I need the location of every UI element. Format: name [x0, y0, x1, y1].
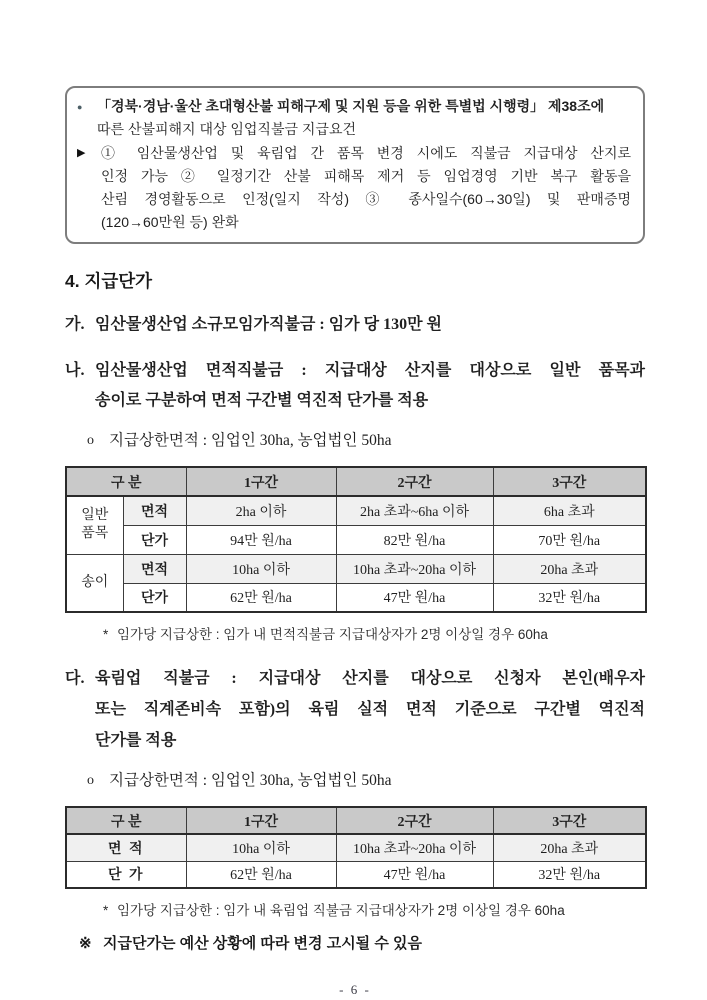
- limit-2-text: 지급상한면적 : 임업인 30ha, 농업법인 50ha: [109, 772, 392, 789]
- item-na-marker: 나.: [65, 362, 85, 379]
- table-cell: 10ha 초과~20ha 이하: [336, 554, 493, 583]
- item-da-line1: 육림업 직불금 : 지급대상 산지를 대상으로 신청자 본인(배우자: [95, 670, 645, 687]
- item-da: [65, 663, 645, 756]
- callout-box: [65, 86, 645, 244]
- row-label: 면적: [123, 554, 186, 583]
- callout-body-line: 산림 경영활동으로 인정(일지 작성) ③ 종사일수(60→30일) 및 판매증명: [101, 191, 631, 207]
- footnote-2-marker: *: [103, 903, 109, 918]
- section-title: 4. 지급단가: [65, 271, 153, 291]
- header-cell-zone3: 3구간: [493, 467, 646, 496]
- group-cell-songi: 송이: [66, 554, 123, 612]
- table-cell: 94만 원/ha: [186, 525, 336, 554]
- item-na-line2: 송이로 구분하여 면적 구간별 역진적 단가를 적용: [95, 392, 429, 409]
- footnote-2: [65, 901, 645, 921]
- table-cell: 6ha 초과: [493, 496, 646, 525]
- notice-marker: ※: [79, 935, 92, 952]
- table-row: [66, 525, 646, 554]
- footnote-1: [65, 625, 645, 645]
- header-cell-zone2: 2구간: [336, 807, 493, 834]
- table-row: [66, 554, 646, 583]
- item-da-marker: 다.: [65, 670, 85, 687]
- table-row: [66, 583, 646, 612]
- item-na: [65, 356, 645, 416]
- callout-body: [77, 142, 631, 234]
- table-row: [66, 834, 646, 861]
- row-label: 면적: [123, 496, 186, 525]
- callout-heading-line1: 「경북·경남·울산 초대형산불 피해구제 및 지원 등을 위한 특별법 시행령」 제38조에: [97, 98, 605, 114]
- footnote-1-text: 임가당 지급상한 : 임가 내 면적직불금 지급대상자가 2명 이상일 경우 60ha: [117, 627, 548, 642]
- header-cell-zone1: 1구간: [186, 467, 336, 496]
- limit-2-marker: o: [87, 773, 94, 788]
- table-cell: 10ha 이하: [186, 834, 336, 861]
- table-cell: 47만 원/ha: [336, 861, 493, 888]
- item-da-line3: 단가를 적용: [95, 732, 177, 749]
- table-cell: 2ha 초과~6ha 이하: [336, 496, 493, 525]
- item-ga: [65, 310, 645, 340]
- notice-text: 지급단가는 예산 상황에 따라 변경 고시될 수 있음: [103, 935, 422, 952]
- footnote-1-marker: *: [103, 627, 109, 642]
- table-cell: 20ha 초과: [493, 554, 646, 583]
- limit-1-marker: o: [87, 433, 94, 448]
- callout-heading: [77, 95, 631, 141]
- table-cell: 62만 원/ha: [186, 583, 336, 612]
- row-label: 단가: [123, 583, 186, 612]
- table-cell: 32만 원/ha: [493, 861, 646, 888]
- group-cell-general: 일반 품목: [66, 496, 123, 554]
- limit-line-1: [65, 428, 645, 454]
- header-cell-gubun: 구 분: [66, 807, 186, 834]
- page-number: - 6 -: [339, 982, 371, 997]
- callout-body-line: ① 임산물생산업 및 육림업 간 품목 변경 시에도 직불금 지급대상 산지로: [101, 145, 631, 161]
- item-na-line1: 임산물생산업 면적직불금 : 지급대상 산지를 대상으로 일반 품목과: [95, 362, 645, 379]
- unit-price-table-produce: [65, 466, 647, 613]
- item-da-line2: 또는 직계존비속 포함)의 육림 실적 면적 기준으로 구간별 역진적: [95, 701, 645, 718]
- arrow-bullet-icon: ▶: [77, 147, 86, 159]
- notice-line: [65, 933, 645, 955]
- table-row: [66, 496, 646, 525]
- limit-line-2: [65, 768, 645, 794]
- item-ga-text: 임산물생산업 소규모임가직불금 : 임가 당 130만 원: [95, 316, 442, 333]
- table-cell: 2ha 이하: [186, 496, 336, 525]
- footnote-2-text: 임가당 지급상한 : 임가 내 육림업 직불금 지급대상자가 2명 이상일 경우 60ha: [117, 903, 565, 918]
- header-cell-zone3: 3구간: [493, 807, 646, 834]
- table-header-row: [66, 807, 646, 834]
- callout-body-line: (120→60만원 등) 완화: [101, 214, 239, 230]
- table-cell: 20ha 초과: [493, 834, 646, 861]
- callout-body-line: 인정 가능 ② 일정기간 산불 피해목 제거 등 임업경영 기반 복구 활동을: [101, 168, 631, 184]
- row-label: 단가: [123, 525, 186, 554]
- table-header-row: [66, 467, 646, 496]
- header-cell-zone1: 1구간: [186, 807, 336, 834]
- table-cell: 70만 원/ha: [493, 525, 646, 554]
- callout-heading-line2: 따른 산불피해지 대상 임업직불금 지급요건: [97, 121, 356, 137]
- row-label: 단 가: [66, 861, 186, 888]
- bullet-icon: ●: [77, 102, 83, 112]
- table-cell: 82만 원/ha: [336, 525, 493, 554]
- table-row: [66, 861, 646, 888]
- table-cell: 32만 원/ha: [493, 583, 646, 612]
- row-label: 면 적: [66, 834, 186, 861]
- table-cell: 62만 원/ha: [186, 861, 336, 888]
- table-cell: 10ha 초과~20ha 이하: [336, 834, 493, 861]
- table-cell: 10ha 이하: [186, 554, 336, 583]
- header-cell-zone2: 2구간: [336, 467, 493, 496]
- limit-1-text: 지급상한면적 : 임업인 30ha, 농업법인 50ha: [109, 432, 392, 449]
- unit-price-table-silviculture: [65, 806, 647, 889]
- table-cell: 47만 원/ha: [336, 583, 493, 612]
- item-ga-marker: 가.: [65, 316, 85, 333]
- header-cell-gubun: 구 분: [66, 467, 186, 496]
